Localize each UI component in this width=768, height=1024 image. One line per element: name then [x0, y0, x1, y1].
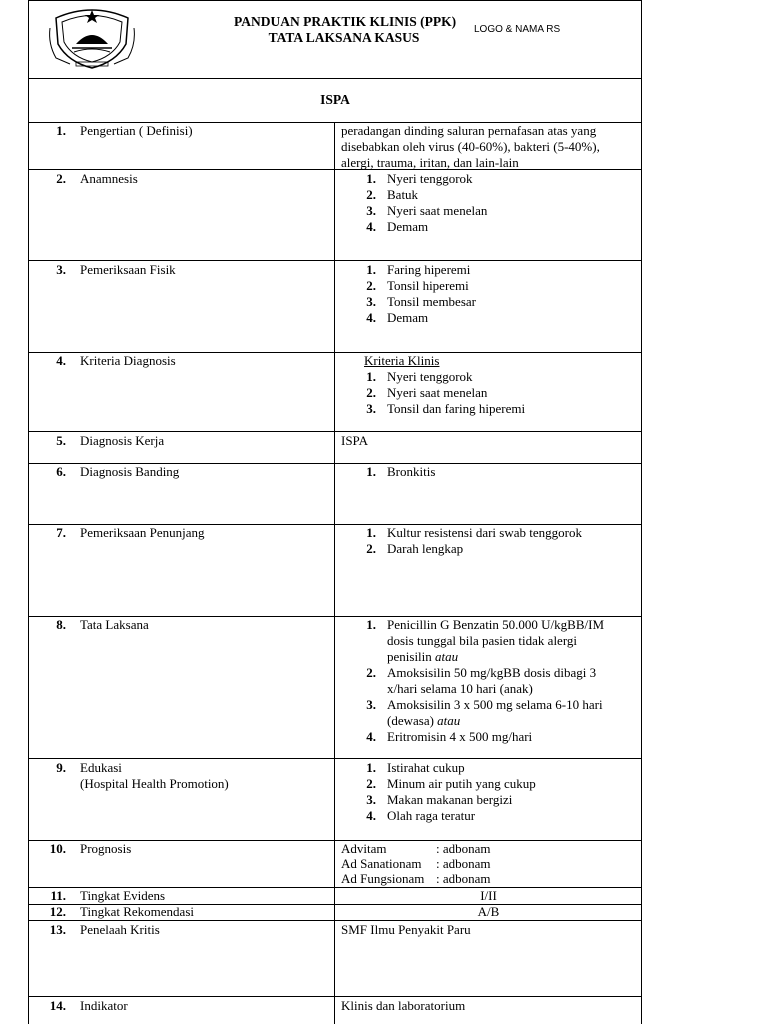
row-number: 6. — [56, 464, 66, 479]
row-label: Pemeriksaan Penunjang — [80, 525, 205, 540]
row-label: Tingkat Evidens — [80, 888, 166, 903]
row-number: 13. — [49, 922, 66, 937]
row-divider — [28, 996, 642, 997]
prognosis-key: Advitam — [341, 841, 387, 856]
row-label: Penelaah Kritis — [80, 922, 160, 937]
list-item: 4. Eritromisin 4 x 500 mg/hari — [366, 729, 533, 744]
logo-rs-label: LOGO & NAMA RS — [474, 24, 561, 35]
row-number: 12. — [49, 904, 66, 919]
criteria-subheading: Kriteria Klinis — [364, 353, 440, 368]
row-divider — [28, 758, 642, 759]
row-label: Anamnesis — [80, 171, 138, 186]
hospital-emblem-logo — [46, 4, 138, 72]
definition-line: peradangan dinding saluran pernafasan atas yang — [341, 123, 597, 138]
row-divider — [28, 431, 642, 432]
row-number: 9. — [56, 760, 66, 775]
row-label: Diagnosis Kerja — [80, 433, 165, 448]
recommendation-level: A/B — [477, 904, 500, 919]
treatment-list — [362, 617, 642, 745]
row-label: Indikator — [80, 998, 128, 1013]
evidence-level: I/II — [480, 888, 497, 903]
prognosis-value: : adbonam — [436, 856, 491, 871]
row-number: 4. — [56, 353, 66, 368]
document-subtitle: TATA LAKSANA KASUS — [268, 30, 420, 45]
row-divider — [28, 920, 642, 921]
prognosis-value: : adbonam — [436, 871, 491, 886]
document-title: PANDUAN PRAKTIK KLINIS (PPK) — [234, 14, 457, 29]
row-label: Prognosis — [80, 841, 132, 856]
prognosis-key: Ad Sanationam — [341, 856, 422, 871]
row-value: Klinis dan laboratorium — [341, 998, 466, 1013]
row-number: 3. — [56, 262, 66, 277]
list-item: 1. Penicillin G Benzatin 50.000 U/kgBB/IM dosis tunggal bila pasien tidak alergi penisilin atau — [366, 617, 605, 664]
row-label: Diagnosis Banding — [80, 464, 180, 479]
row-number: 11. — [50, 888, 66, 903]
row-label: Tingkat Rekomendasi — [80, 904, 194, 919]
divider — [28, 78, 642, 79]
row-value: SMF Ilmu Penyakit Paru — [341, 922, 471, 937]
row-number: 10. — [49, 841, 66, 856]
row-number: 8. — [56, 617, 66, 632]
row-divider — [28, 260, 642, 261]
row-number: 14. — [49, 998, 66, 1013]
row-label: Tata Laksana — [80, 617, 149, 632]
row-number: 2. — [56, 171, 66, 186]
prognosis-key: Ad Fungsionam — [341, 871, 425, 886]
row-label: Edukasi — [80, 760, 122, 775]
row-value: ISPA — [341, 433, 368, 448]
row-number: 1. — [56, 123, 66, 138]
prognosis-value: : adbonam — [436, 841, 491, 856]
row-number: 7. — [56, 525, 66, 540]
row-divider — [28, 169, 642, 170]
case-title: ISPA — [320, 92, 350, 107]
row-label-secondary: (Hospital Health Promotion) — [80, 776, 229, 791]
ppk-document: PANDUAN PRAKTIK KLINIS (PPK) TATA LAKSANA KASUS LOGO & NAMA RS ISPA 1. Pengertian ( Definisi) peradangan dinding saluran pernafasan atas yang disebabkan oleh virus (40-60%), bakteri (5-40%), alergi, trauma, iritan, dan lain-lain 2. Anamnesis 1. Nyeri tenggorok 2. Batuk 3. Nyeri saat menelan 4. Demam 3. Pemeriksaan Fisik 1. Faring hiperemi 2. Tonsil hiperemi 3. Tonsil membesar 4. Demam 4. Kriteria Diagnosis Kriteria Klinis 1. Nyeri tenggorok 2. Nyeri saat menelan 3. Tonsil dan faring hiperemi 5. Diagnosis Kerja ISPA 6. Diagnosis Banding 1. Bronkitis 7. Pemeriksaan Penunjang 1. Kultur resistensi dari swab tenggorok 2. Darah lengkap 8. Tata Laksana 1. Penicillin G Benzatin 50.000 U/kgBB/IM dosis tunggal bila pasien tidak alergi penisilin atau 2. Amoksisilin 50 mg/kgBB dosis dibagi 3 x/hari selama 10 hari (anak) 3. Amoksisilin 3 x 500 mg selama 6-10 hari (dewasa) atau 4. Eritromisin 4 x 500 mg/hari 9. Edukasi (Hospital Health Promotion) 1. Istirahat cukup 2. Minum air putih yang cukup 3. Makan makanan bergizi 4. Olah raga teratur 10. Prognosis Advitam : adbonam Ad Sanationam : adbonam Ad Fungsionam : adbonam 11. Tingkat Evidens I/II 12. Tingkat Rekomendasi A/B 13. Penelaah Kritis SMF Ilmu Penyakit Paru 14. Indikator Klinis dan laboratorium — [28, 0, 642, 1024]
definition-line: disebabkan oleh virus (40-60%), bakteri (5-40%), — [341, 139, 600, 154]
list-item: 2. Amoksisilin 50 mg/kgBB dosis dibagi 3 x/hari selama 10 hari (anak) — [366, 665, 597, 696]
list-item: 3. Amoksisilin 3 x 500 mg selama 6-10 hari (dewasa) atau — [366, 697, 603, 728]
row-label: Pengertian ( Definisi) — [80, 123, 193, 138]
row-label: Kriteria Diagnosis — [80, 353, 176, 368]
row-number: 5. — [56, 433, 66, 448]
definition-line: alergi, trauma, iritan, dan lain-lain — [341, 155, 519, 169]
row-label: Pemeriksaan Fisik — [80, 262, 176, 277]
